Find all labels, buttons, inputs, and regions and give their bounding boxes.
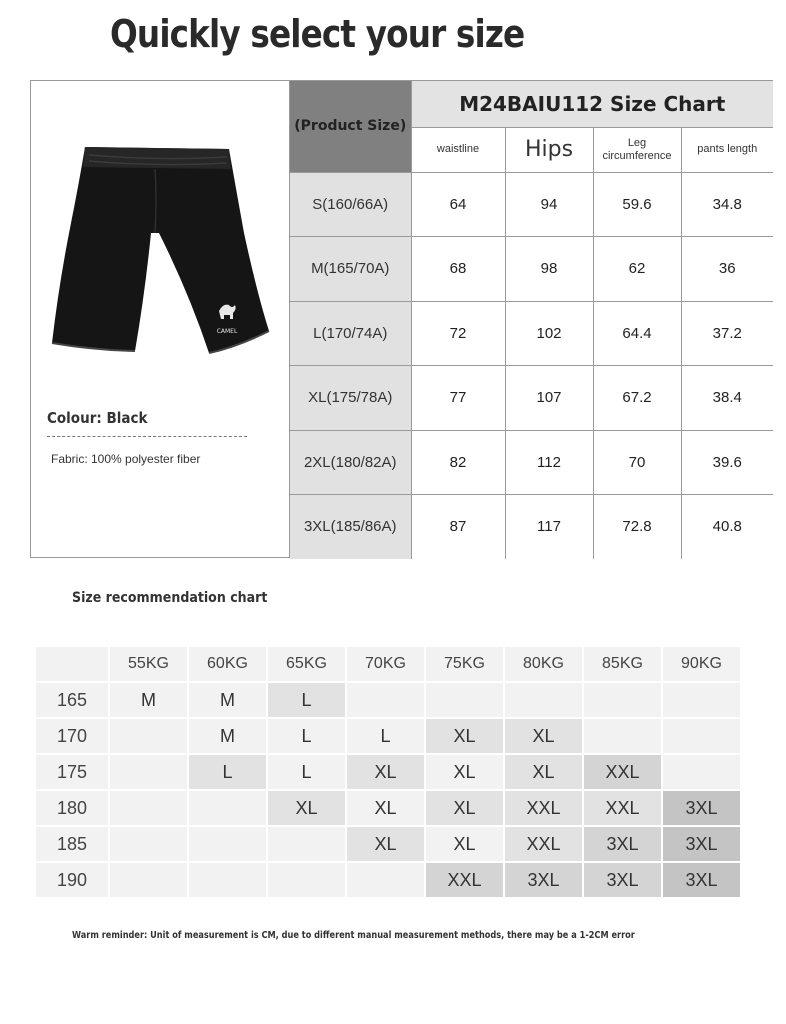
- table-row: [290, 430, 773, 494]
- size-recommendation-cell: 3XL: [663, 827, 740, 861]
- size-recommendation-cell: XL: [347, 755, 424, 789]
- height-header: 175: [36, 755, 108, 789]
- size-recommendation-cell: L: [268, 755, 345, 789]
- col-header-waistline: waistline: [411, 127, 505, 172]
- value-cell: 72.8: [593, 494, 681, 559]
- size-recommendation-cell: XL: [268, 791, 345, 825]
- value-cell: 82: [411, 430, 505, 494]
- size-recommendation-cell: [347, 683, 424, 717]
- size-recommendation-cell: XXL: [505, 827, 582, 861]
- value-cell: 40.8: [681, 494, 773, 559]
- value-cell: 39.6: [681, 430, 773, 494]
- size-recommendation-cell: 3XL: [663, 791, 740, 825]
- size-recommendation-cell: XL: [426, 827, 503, 861]
- col-header-leg-circumference: Leg circumference: [593, 127, 681, 172]
- size-recommendation-cell: 3XL: [584, 863, 661, 897]
- weight-header: 90KG: [663, 647, 740, 681]
- size-recommendation-cell: [505, 683, 582, 717]
- warm-reminder-note: Warm reminder: Unit of measurement is CM, due to different manual measurement methods, there may be a 1-2CM error: [72, 930, 635, 941]
- height-header: 170: [36, 719, 108, 753]
- size-recommendation-cell: XL: [426, 755, 503, 789]
- size-recommendation-cell: [110, 719, 187, 753]
- value-cell: 70: [593, 430, 681, 494]
- size-recommendation-cell: XXL: [584, 755, 661, 789]
- value-cell: 98: [505, 236, 593, 301]
- size-recommendation-cell: [189, 791, 266, 825]
- size-recommendation-cell: [110, 827, 187, 861]
- value-cell: 34.8: [681, 172, 773, 236]
- brand-logo-text: CAMEL: [216, 328, 238, 335]
- weight-header: 65KG: [268, 647, 345, 681]
- size-recommendation-cell: [663, 719, 740, 753]
- size-recommendation-cell: L: [268, 683, 345, 717]
- table-row: [36, 791, 740, 825]
- weight-header-row: [36, 647, 740, 681]
- size-chart-panel: [30, 80, 773, 558]
- size-cell: L(170/74A): [290, 301, 411, 365]
- table-row: [36, 719, 740, 753]
- size-recommendation-cell: XXL: [505, 791, 582, 825]
- size-recommendation-cell: [189, 827, 266, 861]
- size-cell: 2XL(180/82A): [290, 430, 411, 494]
- value-cell: 117: [505, 494, 593, 559]
- table-row: [36, 683, 740, 717]
- size-recommendation-cell: [347, 863, 424, 897]
- height-header: 165: [36, 683, 108, 717]
- size-cell: XL(175/78A): [290, 365, 411, 430]
- size-chart-table: [290, 81, 773, 559]
- size-chart-title: M24BAIU112 Size Chart: [411, 81, 773, 127]
- value-cell: 112: [505, 430, 593, 494]
- value-cell: 62: [593, 236, 681, 301]
- size-cell: M(165/70A): [290, 236, 411, 301]
- value-cell: 64: [411, 172, 505, 236]
- col-header-pants-length: pants length: [681, 127, 773, 172]
- size-recommendation-cell: [584, 683, 661, 717]
- value-cell: 67.2: [593, 365, 681, 430]
- value-cell: 36: [681, 236, 773, 301]
- size-cell: 3XL(185/86A): [290, 494, 411, 559]
- height-header: 180: [36, 791, 108, 825]
- size-recommendation-cell: M: [189, 683, 266, 717]
- size-recommendation-cell: XL: [426, 791, 503, 825]
- value-cell: 77: [411, 365, 505, 430]
- size-cell: S(160/66A): [290, 172, 411, 236]
- size-recommendation-table: [34, 645, 742, 899]
- size-recommendation-cell: XXL: [584, 791, 661, 825]
- size-recommendation-cell: XXL: [426, 863, 503, 897]
- weight-header: 55KG: [110, 647, 187, 681]
- product-info-panel: [31, 81, 290, 557]
- value-cell: 68: [411, 236, 505, 301]
- size-recommendation-cell: 3XL: [505, 863, 582, 897]
- size-recommendation-cell: M: [189, 719, 266, 753]
- value-cell: 38.4: [681, 365, 773, 430]
- size-recommendation-cell: [584, 719, 661, 753]
- page-title: Quickly select your size: [110, 12, 525, 56]
- corner-cell: [36, 647, 108, 681]
- size-recommendation-cell: [110, 791, 187, 825]
- value-cell: 59.6: [593, 172, 681, 236]
- size-recommendation-cell: XL: [426, 719, 503, 753]
- size-recommendation-cell: L: [268, 719, 345, 753]
- recommendation-title: Size recommendation chart: [72, 590, 268, 606]
- weight-header: 85KG: [584, 647, 661, 681]
- table-row: [290, 494, 773, 559]
- size-recommendation-cell: 3XL: [663, 863, 740, 897]
- weight-header: 80KG: [505, 647, 582, 681]
- size-recommendation-cell: [268, 827, 345, 861]
- table-row: [36, 863, 740, 897]
- size-recommendation-cell: [663, 755, 740, 789]
- size-recommendation-cell: L: [189, 755, 266, 789]
- colour-label: Colour: Black: [47, 409, 148, 427]
- value-cell: 37.2: [681, 301, 773, 365]
- dashed-divider: [47, 436, 247, 437]
- value-cell: 102: [505, 301, 593, 365]
- table-row: [290, 301, 773, 365]
- size-recommendation-cell: XL: [505, 755, 582, 789]
- size-recommendation-cell: [110, 755, 187, 789]
- shorts-product-image: [49, 143, 271, 363]
- weight-header: 75KG: [426, 647, 503, 681]
- size-recommendation-cell: M: [110, 683, 187, 717]
- size-recommendation-cell: 3XL: [584, 827, 661, 861]
- value-cell: 64.4: [593, 301, 681, 365]
- value-cell: 94: [505, 172, 593, 236]
- weight-header: 60KG: [189, 647, 266, 681]
- size-recommendation-cell: [189, 863, 266, 897]
- table-row: [290, 172, 773, 236]
- table-row: [36, 827, 740, 861]
- table-row: [290, 365, 773, 430]
- table-row: [290, 236, 773, 301]
- height-header: 185: [36, 827, 108, 861]
- col-header-hips: Hips: [505, 127, 593, 172]
- weight-header: 70KG: [347, 647, 424, 681]
- size-recommendation-cell: XL: [347, 827, 424, 861]
- height-header: 190: [36, 863, 108, 897]
- size-recommendation-cell: XL: [505, 719, 582, 753]
- value-cell: 72: [411, 301, 505, 365]
- value-cell: 107: [505, 365, 593, 430]
- size-recommendation-cell: L: [347, 719, 424, 753]
- size-recommendation-cell: [663, 683, 740, 717]
- size-recommendation-cell: [426, 683, 503, 717]
- size-recommendation-cell: XL: [347, 791, 424, 825]
- table-row: [36, 755, 740, 789]
- size-recommendation-cell: [110, 863, 187, 897]
- size-recommendation-cell: [268, 863, 345, 897]
- product-size-header: (Product Size): [290, 81, 411, 172]
- value-cell: 87: [411, 494, 505, 559]
- fabric-label: Fabric: 100% polyester fiber: [51, 452, 201, 466]
